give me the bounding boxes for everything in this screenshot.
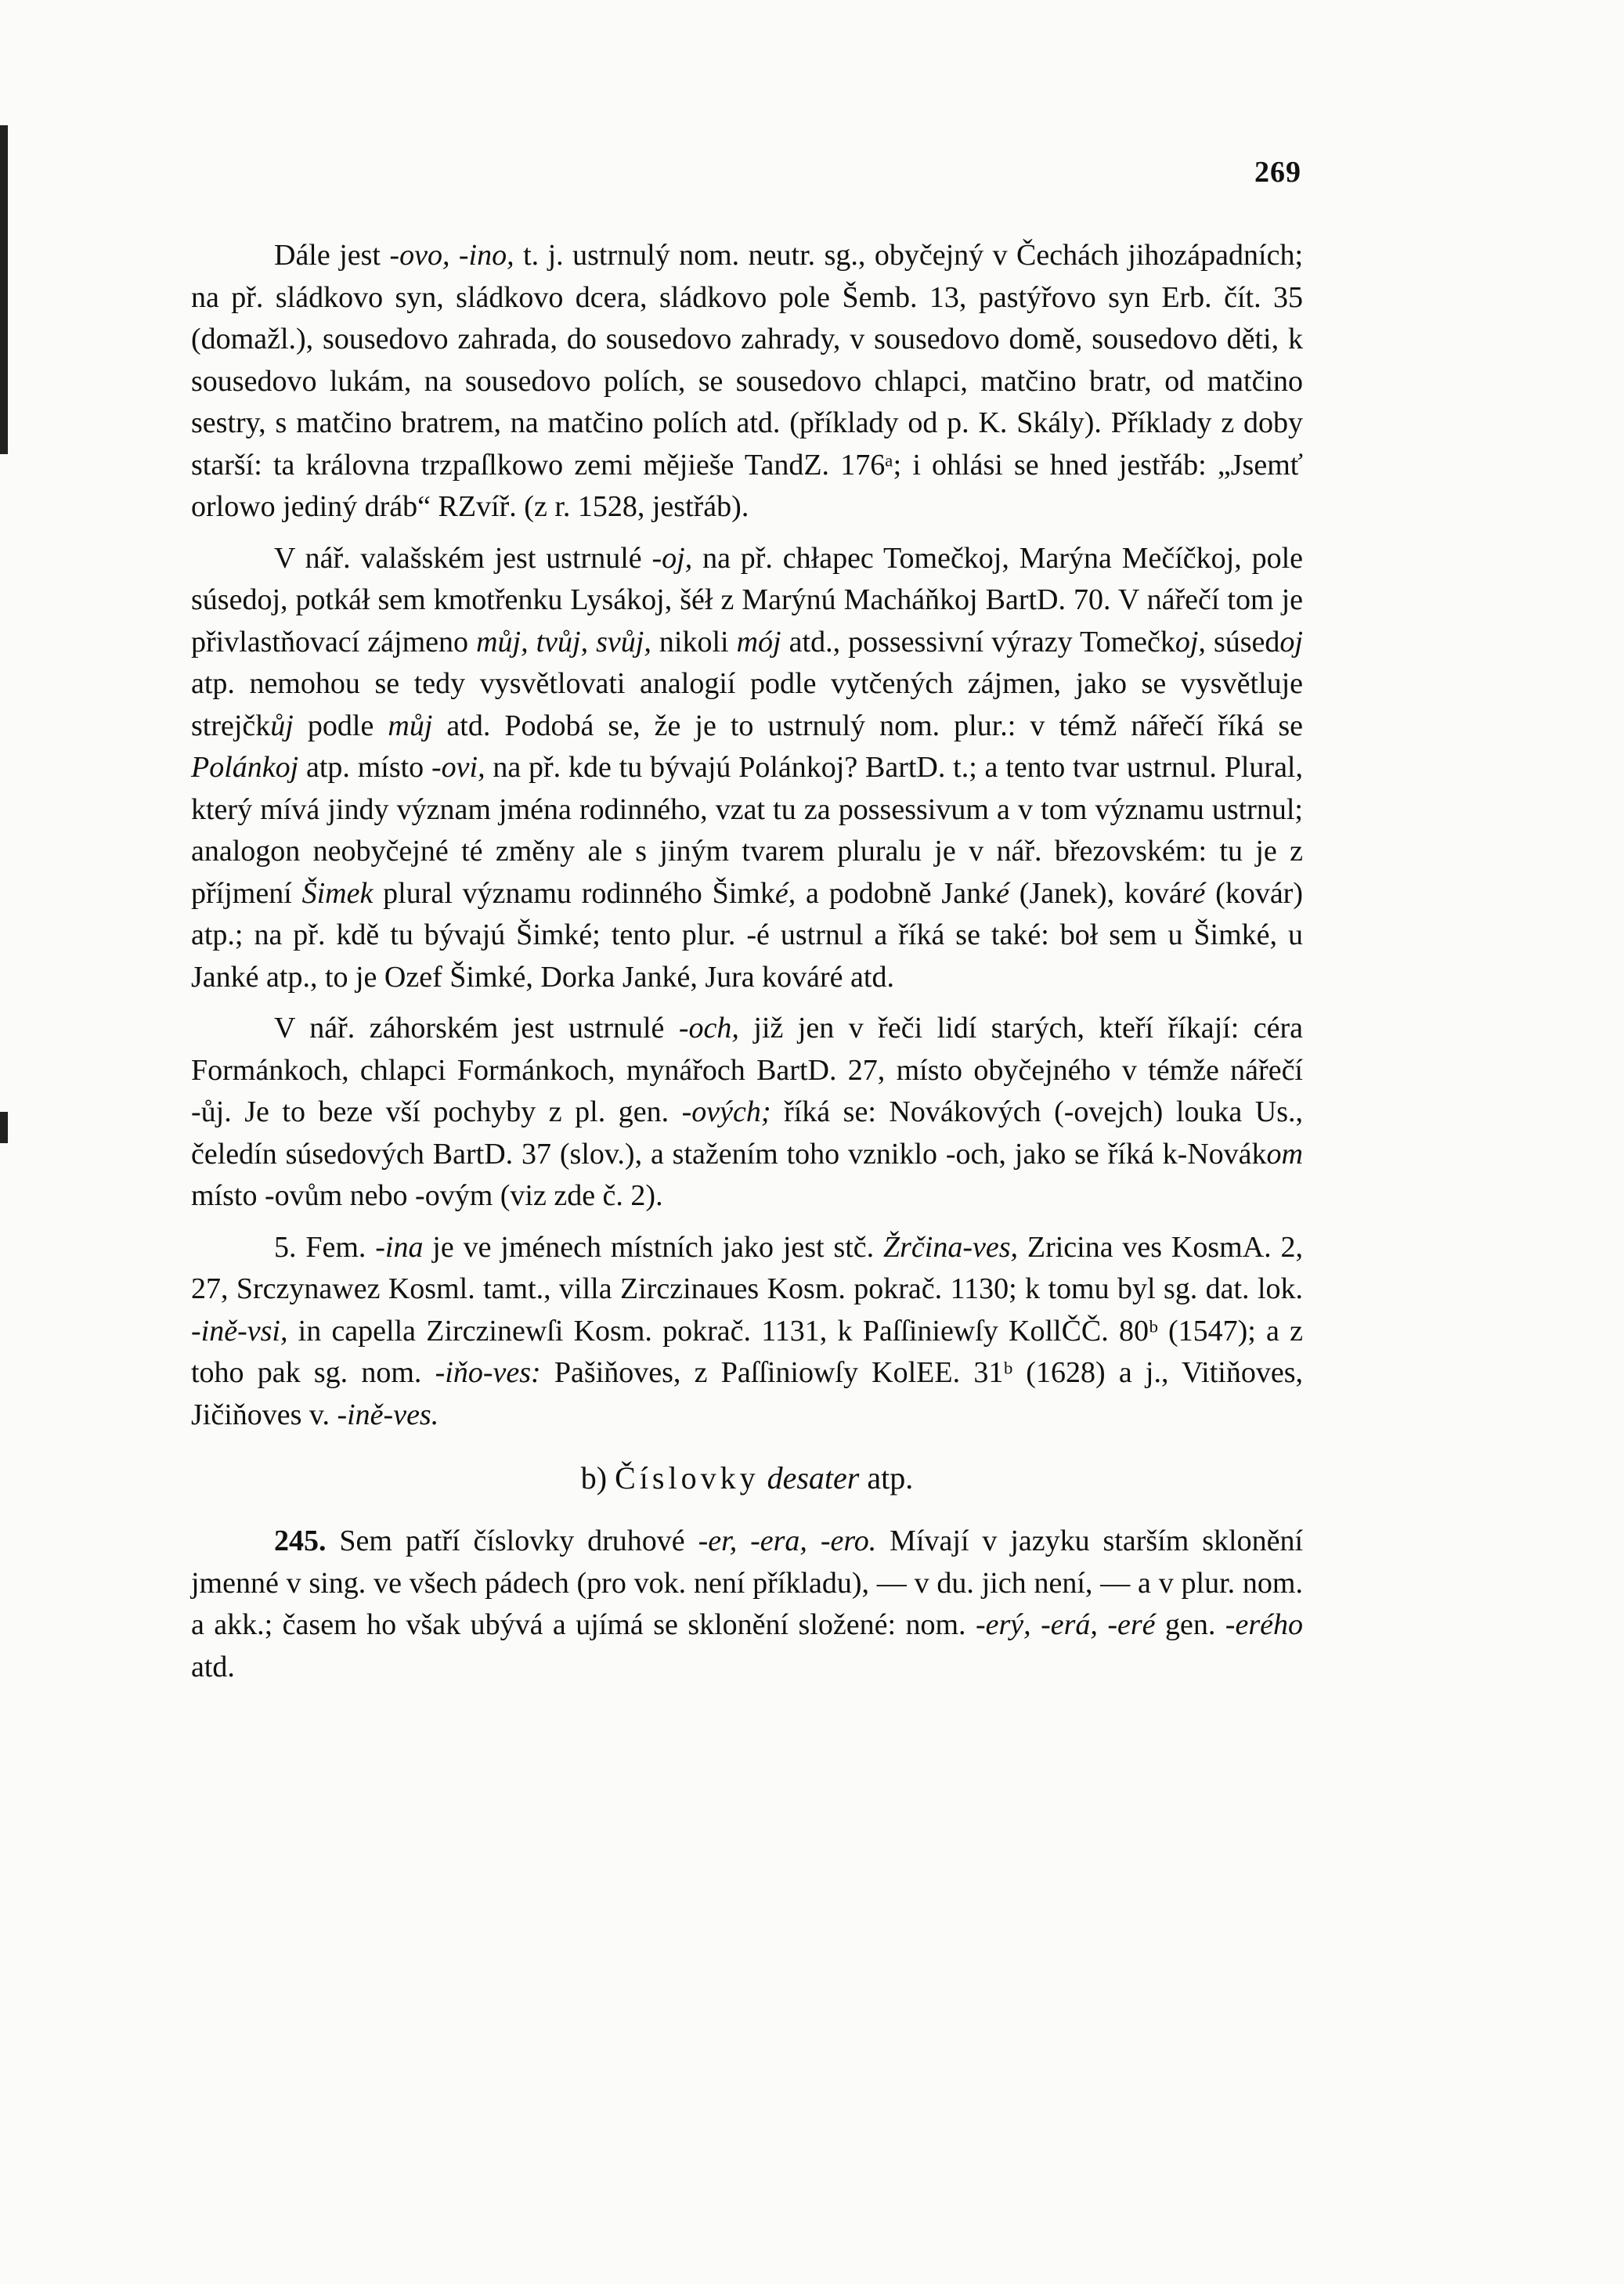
- text-fragment: Zricina ves KosmA. 2, 27, Srczynawez Kosml. tamt., villa Zirczinaues Kosm. pokrač. 1130; k tomu byl sg. dat. lok.: [191, 1230, 1303, 1305]
- italic-fragment: svůj,: [596, 625, 651, 658]
- paragraph-fem-ina: [191, 1227, 1303, 1437]
- text-fragment: na př. kde tu bývajú Polánkoj? BartD. t.; a tento tvar ustrnul. Plural, který mívá jindy význam jména rodinného, vzat tu za possessivum a v tom významu ustrnul; analogon neobyčejné té změny ale s jiným tvarem pluralu je v nář. březovském: tu je z příjmení: [191, 751, 1303, 910]
- text-fragment: gen.: [1155, 1608, 1225, 1641]
- italic-fragment: tvůj,: [536, 625, 589, 658]
- text-column: [191, 235, 1303, 1688]
- italic-fragment: -ovi,: [431, 751, 485, 784]
- text-fragment: [588, 626, 596, 658]
- text-fragment: Mívají v jazyku starším sklonění jmenné v sing. ve všech pádech (pro vok. není příkladu), — v du. jich není, — a v plur. nom. a akk.; časem ho však ubývá a ujímá se sklonění složené: nom.: [191, 1524, 1304, 1641]
- section-heading-prefix: b): [580, 1460, 615, 1496]
- text-fragment: atd.: [191, 1650, 235, 1683]
- paragraph-valassky: [191, 538, 1303, 999]
- italic-fragment: oj: [1279, 625, 1303, 658]
- italic-fragment: -ině-vsi,: [191, 1314, 288, 1348]
- text-fragment: Sem patří číslovky druhové: [326, 1524, 698, 1557]
- italic-fragment: můj: [388, 709, 433, 742]
- italic-fragment: můj,: [476, 625, 529, 658]
- page-number: 269: [1254, 156, 1301, 189]
- section-heading-suffix: atp.: [859, 1460, 914, 1496]
- italic-fragment: Žrčina-ves,: [883, 1230, 1019, 1264]
- text-fragment: již jen v řeči lidí starých, kteří říkají: céra Formánkoch, chlapci Formánkoch, mynářoch BartD. 27, místo obyčejného v témže nářečí -ůj. Je to beze vší pochyby z pl. gen.: [191, 1012, 1303, 1128]
- text-fragment: in capella Zirczinewſi Kosm. pokrač. 1131, k Paſſiniewſy KollČČ. 80ᵇ (1547); a z toho pak sg. nom.: [191, 1314, 1303, 1389]
- text-fragment: je ve jménech místních jako jest stč.: [423, 1230, 883, 1264]
- text-fragment: V nář. záhorském jest ustrnulé: [274, 1012, 679, 1045]
- italic-fragment: mój: [736, 625, 781, 658]
- text-fragment: t. j. ustrnulý nom. neutr. sg., obyčejný v Čechách jihozápadních; na př. sládkovo syn, sládkovo dcera, sládkovo pole Šemb. 13, pastýřovo syn Erb. čít. 35 (domažl.), sousedovo zahrada, do sousedovo zahrady, v sousedovo domě, sousedovo děti, k sousedovo lukám, na sousedovo polích, se sousedovo chlapci, matčino bratr, od matčino sestry, s matčino bratrem, na matčino polích atd. (příklady od p. K. Skály). Příklady z doby starší: ta královna trzpaſlkowo zemi mějieše TandZ. 176ᵃ; i ohlási se hned jestřáb: „Jsemť orlowo jediný dráb“ RZvíř. (z r. 1528, jestřáb).: [191, 239, 1304, 523]
- italic-fragment: -ině-ves.: [337, 1398, 439, 1431]
- text-fragment: atp. nemohou se tedy vysvětlovati analogií podle vytčených zájmen, jako se vysvětluje strejčk: [191, 667, 1303, 742]
- text-fragment: atd. Podobá se, že je to ustrnulý nom. plur.: v témž nářečí říká se: [432, 709, 1303, 742]
- italic-fragment: -erého: [1225, 1608, 1303, 1641]
- text-fragment: 5. Fem.: [274, 1230, 376, 1264]
- italic-fragment: é: [1192, 876, 1206, 910]
- left-edge-shadow-middle: [0, 1112, 8, 1143]
- text-fragment: atd., possessivní výrazy Tomečk: [781, 625, 1175, 658]
- italic-fragment: -erý, -erá, -eré: [975, 1608, 1156, 1641]
- italic-fragment: -och,: [678, 1012, 739, 1045]
- italic-fragment: -oj,: [651, 541, 693, 575]
- paragraph-zahorsky: [191, 1008, 1303, 1218]
- text-fragment: V nář. valašském jest ustrnulé: [274, 541, 652, 575]
- text-fragment: (kovár) atp.; na př. kdě tu bývajú Šimké; tento plur. -é ustrnul a říká se také: boł sem u Šimké, u Janké atp., to je Ozef Šimké, Dorka Janké, Jura kováré atd.: [191, 876, 1303, 994]
- paragraph-ovo-ino: [191, 235, 1303, 529]
- italic-fragment: -ina: [375, 1230, 424, 1264]
- italic-fragment: é,: [774, 876, 796, 910]
- text-fragment: podle: [293, 709, 388, 742]
- italic-fragment: om: [1266, 1137, 1303, 1171]
- paragraph-245: [191, 1521, 1303, 1688]
- text-fragment: plural významu rodinného Šimk: [373, 876, 775, 910]
- text-fragment: a podobně Jank: [796, 876, 997, 910]
- italic-fragment: ůj: [270, 709, 294, 742]
- text-fragment: říká se: Novákových (-ovejch) louka Us., čeledín súsedových BartD. 37 (slov.), a stažením toho vzniklo -och, jako se říká k-Novák: [191, 1095, 1304, 1171]
- text-fragment: na př. chłapec Tomečkoj, Marýna Mečíčkoj, pole súsedoj, potkáł sem kmotřenku Lysákoj, šéł z Marýnú Macháňkoj BartD. 70. V nářečí tom je přivlastňovací zájmeno: [191, 541, 1303, 658]
- text-fragment: Dále jest: [274, 239, 390, 272]
- section-number-245: 245.: [274, 1524, 327, 1557]
- italic-fragment: -iňo-ves:: [435, 1356, 541, 1389]
- text-fragment: [529, 626, 536, 658]
- text-fragment: súsed: [1205, 625, 1280, 658]
- section-heading-italic: desater: [767, 1460, 860, 1496]
- paragraph-245-body: [191, 1524, 1303, 1683]
- italic-fragment: -er, -era, -ero.: [698, 1524, 877, 1557]
- text-fragment: Pašiňoves, z Paſſiniowſy KolEE. 31ᵇ (1628) a j., Vitiňoves, Jičiňoves v.: [191, 1356, 1303, 1431]
- italic-fragment: Šimek: [301, 876, 374, 910]
- text-fragment: atp. místo: [298, 751, 431, 784]
- text-fragment: místo -ovům nebo -ovým (viz zde č. 2).: [191, 1179, 663, 1212]
- italic-fragment: Polánkoj: [191, 751, 299, 784]
- italic-fragment: é: [996, 876, 1009, 910]
- text-fragment: (Janek), kovár: [1009, 876, 1193, 910]
- italic-fragment: -ovo, -ino,: [389, 239, 514, 272]
- italic-fragment: -ových;: [681, 1095, 771, 1128]
- section-heading-cislovky: [191, 1455, 1303, 1502]
- section-heading-word: Číslovky: [615, 1460, 760, 1496]
- left-edge-shadow-top: [0, 125, 8, 454]
- italic-fragment: oj,: [1175, 625, 1206, 658]
- text-fragment: nikoli: [651, 625, 737, 658]
